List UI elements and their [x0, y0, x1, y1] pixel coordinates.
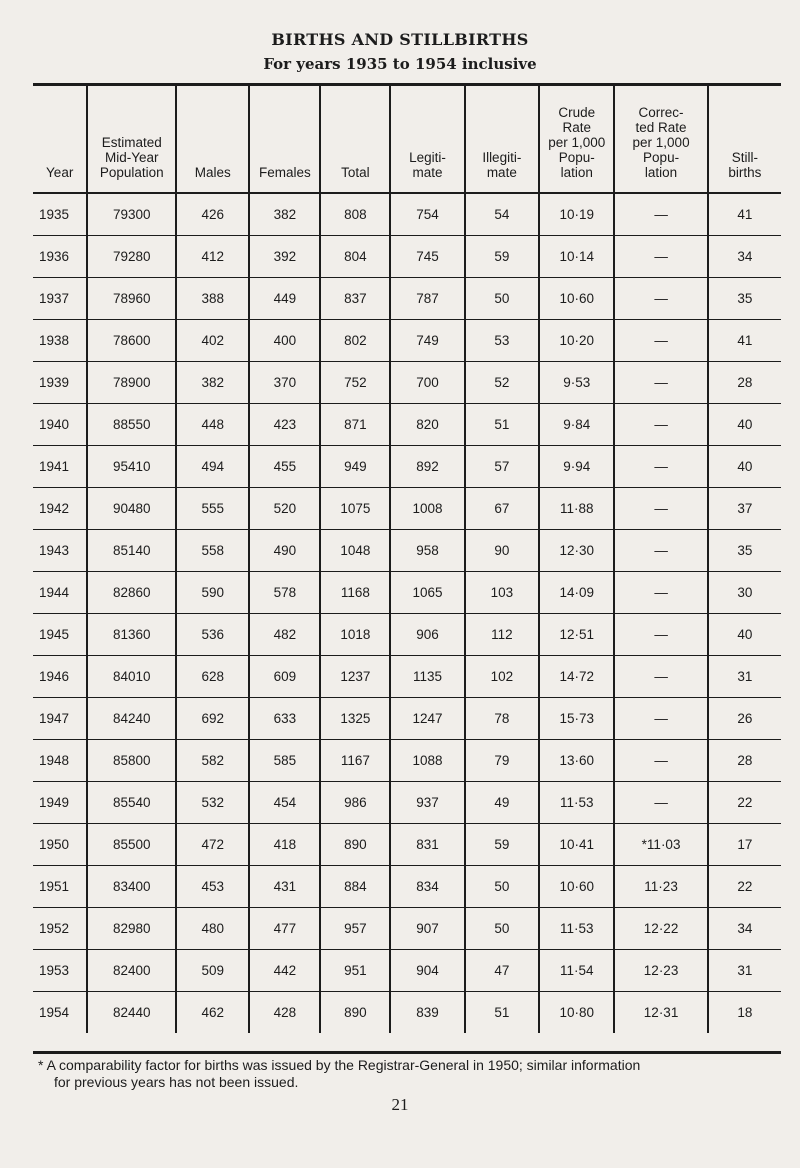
cell-total: 890: [320, 824, 390, 866]
cell-females: 418: [249, 824, 320, 866]
cell-females: 633: [249, 698, 320, 740]
header-males: [176, 86, 249, 193]
cell-stillbirths: 41: [708, 193, 781, 236]
cell-crude-rate: 10·20: [539, 320, 614, 362]
cell-crude-rate: 14·09: [539, 572, 614, 614]
cell-males: 509: [176, 950, 249, 992]
cell-legitimate: 1247: [390, 698, 464, 740]
cell-population: 85500: [87, 824, 176, 866]
cell-population: 95410: [87, 446, 176, 488]
header-line: Popu-: [558, 150, 595, 165]
cell-stillbirths: 31: [708, 950, 781, 992]
cell-year: 1951: [33, 866, 87, 908]
cell-illegitimate: 90: [465, 530, 539, 572]
header-line: Correc-: [638, 105, 684, 120]
cell-males: 555: [176, 488, 249, 530]
cell-illegitimate: 50: [465, 908, 539, 950]
cell-illegitimate: 57: [465, 446, 539, 488]
table-row: [33, 992, 781, 1034]
cell-corrected-rate: 11·23: [614, 866, 707, 908]
cell-males: 402: [176, 320, 249, 362]
cell-population: 82980: [87, 908, 176, 950]
cell-total: 949: [320, 446, 390, 488]
cell-legitimate: 1065: [390, 572, 464, 614]
cell-total: 1167: [320, 740, 390, 782]
cell-year: 1944: [33, 572, 87, 614]
births-table: [33, 86, 781, 1033]
cell-stillbirths: 17: [708, 824, 781, 866]
cell-legitimate: 958: [390, 530, 464, 572]
cell-year: 1940: [33, 404, 87, 446]
cell-females: 477: [249, 908, 320, 950]
cell-illegitimate: 50: [465, 866, 539, 908]
cell-year: 1941: [33, 446, 87, 488]
cell-total: 1018: [320, 614, 390, 656]
cell-legitimate: 1135: [390, 656, 464, 698]
cell-total: 884: [320, 866, 390, 908]
header-line: mate: [486, 165, 517, 180]
cell-stillbirths: 40: [708, 404, 781, 446]
cell-year: 1939: [33, 362, 87, 404]
cell-corrected-rate: —: [614, 698, 707, 740]
page-subtitle: For years 1935 to 1954 inclusive: [263, 55, 537, 73]
cell-males: 388: [176, 278, 249, 320]
footnote-line-1: * A comparability factor for births was issued by the Registrar-General in 1950; similar information: [38, 1057, 641, 1073]
cell-year: 1935: [33, 193, 87, 236]
page-title: BIRTHS AND STILLBIRTHS: [271, 30, 529, 49]
cell-stillbirths: 40: [708, 614, 781, 656]
cell-illegitimate: 78: [465, 698, 539, 740]
cell-illegitimate: 47: [465, 950, 539, 992]
cell-corrected-rate: —: [614, 572, 707, 614]
cell-males: 494: [176, 446, 249, 488]
cell-legitimate: 892: [390, 446, 464, 488]
header-line: Mid-Year: [105, 150, 159, 165]
cell-illegitimate: 53: [465, 320, 539, 362]
cell-illegitimate: 49: [465, 782, 539, 824]
cell-crude-rate: 14·72: [539, 656, 614, 698]
cell-stillbirths: 28: [708, 362, 781, 404]
cell-corrected-rate: —: [614, 236, 707, 278]
cell-population: 82440: [87, 992, 176, 1034]
header-line: Females: [259, 165, 311, 180]
cell-year: 1949: [33, 782, 87, 824]
cell-total: 804: [320, 236, 390, 278]
cell-illegitimate: 79: [465, 740, 539, 782]
cell-crude-rate: 9·84: [539, 404, 614, 446]
cell-males: 453: [176, 866, 249, 908]
table-row: [33, 824, 781, 866]
cell-total: 1048: [320, 530, 390, 572]
cell-total: 1237: [320, 656, 390, 698]
cell-crude-rate: 15·73: [539, 698, 614, 740]
header-line: per 1,000: [548, 135, 606, 150]
cell-illegitimate: 67: [465, 488, 539, 530]
cell-legitimate: 787: [390, 278, 464, 320]
cell-corrected-rate: —: [614, 404, 707, 446]
cell-population: 78600: [87, 320, 176, 362]
cell-legitimate: 839: [390, 992, 464, 1034]
cell-total: 951: [320, 950, 390, 992]
header-line: mate: [412, 165, 443, 180]
cell-males: 382: [176, 362, 249, 404]
cell-stillbirths: 35: [708, 530, 781, 572]
header-line: Legiti-: [409, 150, 446, 165]
cell-illegitimate: 51: [465, 992, 539, 1034]
cell-males: 692: [176, 698, 249, 740]
cell-illegitimate: 59: [465, 236, 539, 278]
cell-total: 752: [320, 362, 390, 404]
cell-legitimate: 906: [390, 614, 464, 656]
table-body: [33, 193, 781, 1033]
cell-total: 1325: [320, 698, 390, 740]
cell-crude-rate: 12·51: [539, 614, 614, 656]
header-line: lation: [560, 165, 593, 180]
cell-year: 1936: [33, 236, 87, 278]
cell-total: 1075: [320, 488, 390, 530]
cell-crude-rate: 10·60: [539, 278, 614, 320]
cell-corrected-rate: 12·22: [614, 908, 707, 950]
cell-illegitimate: 102: [465, 656, 539, 698]
cell-year: 1954: [39, 1005, 70, 1020]
cell-crude-rate: 9·53: [539, 362, 614, 404]
cell-corrected-rate: —: [614, 740, 707, 782]
cell-legitimate: 754: [390, 193, 464, 236]
cell-stillbirths: 34: [708, 908, 781, 950]
cell-males: 558: [176, 530, 249, 572]
cell-females: 442: [249, 950, 320, 992]
header-line: Popu-: [643, 150, 680, 165]
cell-year: 1948: [33, 740, 87, 782]
cell-corrected-rate: —: [614, 488, 707, 530]
cell-stillbirths: 28: [708, 740, 781, 782]
cell-females: 428: [249, 992, 320, 1034]
cell-crude-rate: 13·60: [539, 740, 614, 782]
cell-legitimate: 820: [390, 404, 464, 446]
table-row: [33, 278, 781, 320]
cell-illegitimate: 112: [465, 614, 539, 656]
cell-total: 802: [320, 320, 390, 362]
cell-illegitimate: 59: [465, 824, 539, 866]
cell-crude-rate: 10·14: [539, 236, 614, 278]
cell-population: 88550: [87, 404, 176, 446]
cell-females: 609: [249, 656, 320, 698]
header-line: per 1,000: [632, 135, 690, 150]
cell-year: 1937: [33, 278, 87, 320]
cell-females: 454: [249, 782, 320, 824]
cell-total: 808: [320, 193, 390, 236]
cell-stillbirths: 41: [708, 320, 781, 362]
cell-stillbirths: 30: [708, 572, 781, 614]
cell-population: 85140: [87, 530, 176, 572]
cell-population: 84240: [87, 698, 176, 740]
cell-stillbirths: 22: [708, 782, 781, 824]
header-line: Males: [194, 165, 231, 180]
header-stillbirths: [708, 86, 781, 193]
header-line: Estimated: [101, 135, 162, 150]
cell-females: 520: [249, 488, 320, 530]
cell-total: 837: [320, 278, 390, 320]
cell-crude-rate: 10·60: [539, 866, 614, 908]
cell-females: 370: [249, 362, 320, 404]
cell-total: 890: [320, 992, 390, 1034]
table-row: [33, 446, 781, 488]
table-row: [33, 404, 781, 446]
table-row: [33, 740, 781, 782]
cell-males: 582: [176, 740, 249, 782]
cell-year: 1953: [33, 950, 87, 992]
cell-legitimate: 700: [390, 362, 464, 404]
cell-total: 1168: [320, 572, 390, 614]
cell-corrected-rate: —: [614, 278, 707, 320]
page-number: 21: [391, 1095, 409, 1114]
cell-population: 79300: [87, 193, 176, 236]
cell-population: 85800: [87, 740, 176, 782]
header-line: Total: [341, 165, 370, 180]
cell-population: 81360: [87, 614, 176, 656]
cell-crude-rate: 10·19: [539, 193, 614, 236]
cell-year: 1950: [33, 824, 87, 866]
cell-males: 628: [176, 656, 249, 698]
header-line: Rate: [562, 120, 591, 135]
header-line: Year: [46, 165, 74, 180]
cell-illegitimate: 54: [465, 193, 539, 236]
cell-males: 480: [176, 908, 249, 950]
cell-population: 82860: [87, 572, 176, 614]
header-line: ted Rate: [635, 120, 687, 135]
cell-population: 79280: [87, 236, 176, 278]
cell-females: 585: [249, 740, 320, 782]
header-total: [320, 86, 390, 193]
cell-females: 382: [249, 193, 320, 236]
table-row: [33, 698, 781, 740]
cell-corrected-rate: *11·03: [614, 824, 707, 866]
cell-total: 957: [320, 908, 390, 950]
cell-crude-rate: 11·53: [539, 782, 614, 824]
cell-legitimate: 937: [390, 782, 464, 824]
table-row: [33, 782, 781, 824]
table-row: [33, 950, 781, 992]
table-row: [33, 320, 781, 362]
header-line: Still-: [731, 150, 758, 165]
cell-year: 1942: [33, 488, 87, 530]
table-row: [33, 614, 781, 656]
cell-corrected-rate: —: [614, 656, 707, 698]
cell-total: 986: [320, 782, 390, 824]
cell-males: 590: [176, 572, 249, 614]
cell-year: 1952: [33, 908, 87, 950]
cell-stillbirths: 18: [708, 992, 781, 1034]
bottom-rule: [33, 1051, 781, 1054]
cell-females: 449: [249, 278, 320, 320]
header-crude-rate: [539, 86, 614, 193]
cell-females: 431: [249, 866, 320, 908]
cell-total: 871: [320, 404, 390, 446]
table-row: [33, 530, 781, 572]
cell-corrected-rate: —: [614, 193, 707, 236]
cell-legitimate: 907: [390, 908, 464, 950]
cell-population: 84010: [87, 656, 176, 698]
table-row: [33, 656, 781, 698]
header-legitimate: [390, 86, 464, 193]
cell-males: 532: [176, 782, 249, 824]
header-population: [87, 86, 176, 193]
cell-legitimate: 1008: [390, 488, 464, 530]
cell-females: 455: [249, 446, 320, 488]
cell-year: 1943: [33, 530, 87, 572]
header-line: lation: [644, 165, 678, 180]
cell-crude-rate: 10·41: [539, 824, 614, 866]
cell-legitimate: 831: [390, 824, 464, 866]
cell-year: 1946: [33, 656, 87, 698]
header-line: Crude: [558, 105, 596, 120]
cell-illegitimate: 51: [465, 404, 539, 446]
cell-stillbirths: 26: [708, 698, 781, 740]
cell-crude-rate: 12·30: [539, 530, 614, 572]
cell-females: 490: [249, 530, 320, 572]
cell-legitimate: 745: [390, 236, 464, 278]
cell-legitimate: 834: [390, 866, 464, 908]
cell-stillbirths: 31: [708, 656, 781, 698]
header-row: [33, 86, 781, 193]
header-females: [249, 86, 320, 193]
cell-illegitimate: 50: [465, 278, 539, 320]
cell-corrected-rate: —: [614, 446, 707, 488]
cell-corrected-rate: —: [614, 614, 707, 656]
cell-males: 472: [176, 824, 249, 866]
cell-females: 578: [249, 572, 320, 614]
cell-population: 78960: [87, 278, 176, 320]
cell-males: 536: [176, 614, 249, 656]
cell-crude-rate: 11·53: [539, 908, 614, 950]
cell-corrected-rate: 12·23: [614, 950, 707, 992]
cell-legitimate: 749: [390, 320, 464, 362]
cell-crude-rate: 11·88: [539, 488, 614, 530]
cell-crude-rate: 9·94: [539, 446, 614, 488]
table-row: [33, 572, 781, 614]
header-illegitimate: [465, 86, 539, 193]
footnote-line-2: for previous years has not been issued.: [54, 1074, 299, 1090]
cell-crude-rate: 11·54: [539, 950, 614, 992]
header-line: births: [728, 165, 762, 180]
cell-population: 90480: [87, 488, 176, 530]
cell-corrected-rate: —: [614, 782, 707, 824]
cell-stillbirths: 37: [708, 488, 781, 530]
table-row: [33, 362, 781, 404]
cell-legitimate: 1088: [390, 740, 464, 782]
cell-year: 1947: [33, 698, 87, 740]
cell-illegitimate: 52: [465, 362, 539, 404]
cell-population: 83400: [87, 866, 176, 908]
header-line: Illegiti-: [482, 150, 522, 165]
cell-legitimate: 904: [390, 950, 464, 992]
cell-year: 1938: [33, 320, 87, 362]
cell-population: 78900: [87, 362, 176, 404]
header-line: Population: [99, 165, 164, 180]
cell-females: 423: [249, 404, 320, 446]
cell-population: 85540: [87, 782, 176, 824]
cell-males: 426: [176, 193, 249, 236]
cell-females: 482: [249, 614, 320, 656]
cell-stillbirths: 40: [708, 446, 781, 488]
cell-stillbirths: 22: [708, 866, 781, 908]
cell-males: 412: [176, 236, 249, 278]
cell-males: 462: [176, 992, 249, 1034]
table-row: [33, 488, 781, 530]
cell-corrected-rate: —: [614, 362, 707, 404]
cell-corrected-rate: —: [614, 530, 707, 572]
table-row: [33, 193, 781, 236]
cell-illegitimate: 103: [465, 572, 539, 614]
cell-stillbirths: 34: [708, 236, 781, 278]
cell-population: 82400: [87, 950, 176, 992]
cell-corrected-rate: 12·31: [614, 992, 707, 1034]
cell-crude-rate: 10·80: [539, 992, 614, 1034]
cell-corrected-rate: —: [614, 320, 707, 362]
table-row: [33, 866, 781, 908]
header-corrected-rate: [614, 86, 707, 193]
cell-males: 448: [176, 404, 249, 446]
cell-stillbirths: 35: [708, 278, 781, 320]
table-row: [33, 908, 781, 950]
table-row: [33, 236, 781, 278]
cell-year: 1945: [33, 614, 87, 656]
cell-females: 400: [249, 320, 320, 362]
header-year: [33, 86, 87, 193]
cell-females: 392: [249, 236, 320, 278]
